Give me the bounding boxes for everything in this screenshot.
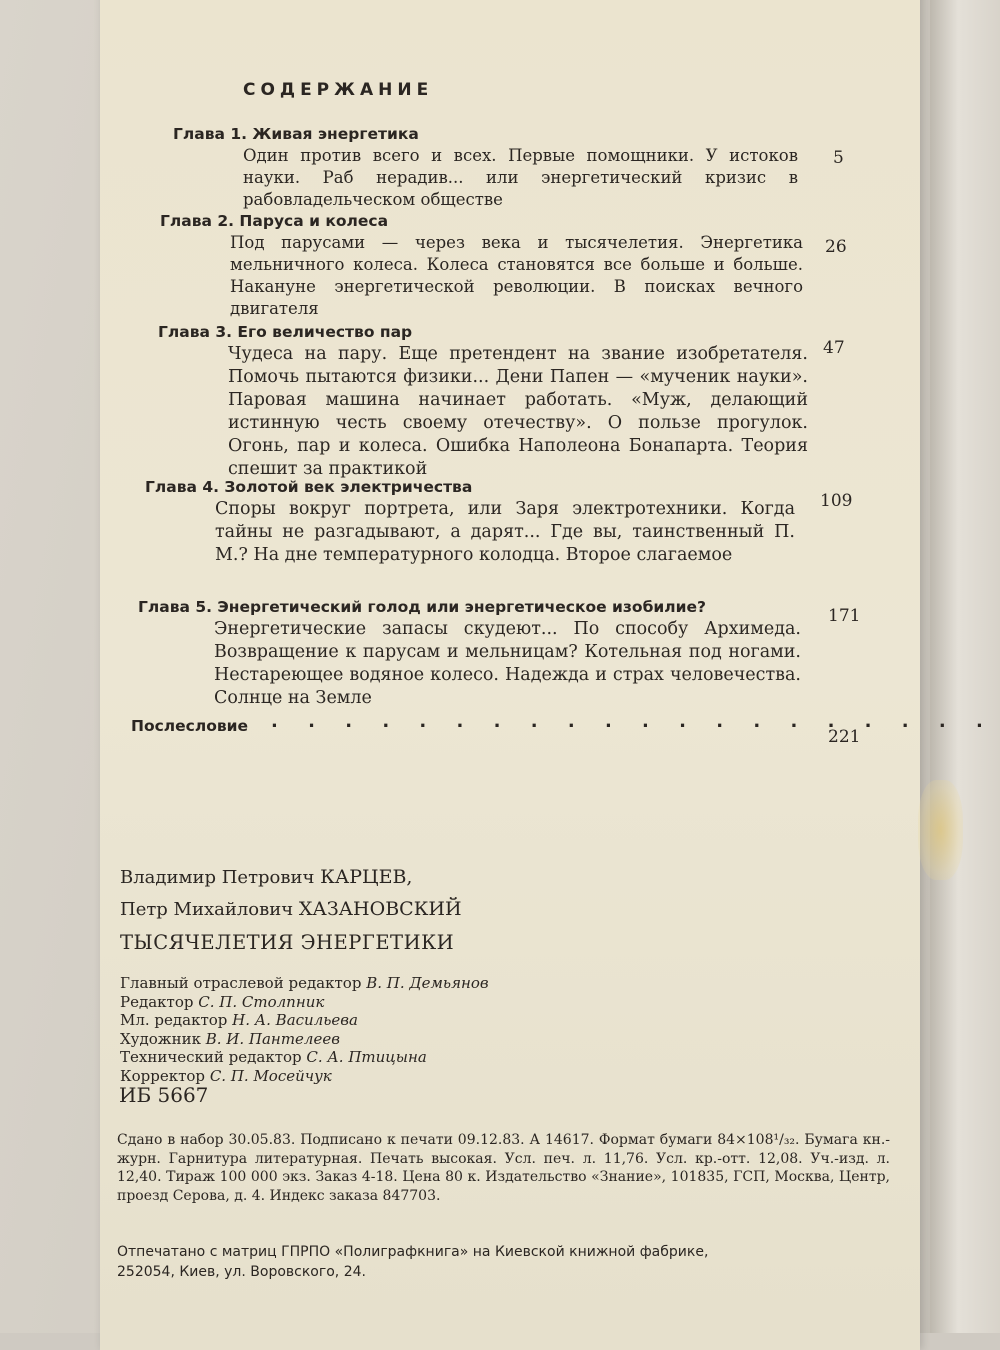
chapter-heading: Глава 1. Живая энергетика [173,125,419,143]
credit-name: С. А. Птицына [306,1048,427,1066]
book-title: ТЫСЯЧЕЛЕТИЯ ЭНЕРГЕТИКИ [120,931,455,954]
credit-role: Технический редактор [120,1048,302,1066]
toc-afterword [131,711,995,735]
chapter-page-number: 26 [825,237,847,257]
credit-line [120,974,489,993]
credit-line [120,1048,489,1067]
afterword-dot-leader: . . . . . . . . . . . . . . . . . . . . [271,711,995,732]
credit-name: С. П. Мосейчук [209,1066,332,1085]
chapter-summary: Энергетические запасы скудеют... По способу Архимеда. Возвращение к парусам и мельницам? Котельная под ногами. Нестареющее водяное колесо. Надежда и страх человечества. Солнце на Земле [214,619,801,708]
author-2-first-name: Петр Михайлович [120,899,294,920]
chapter-summary: Чудеса на пару. Еще претендент на звание изобретателя. Помочь пытаются физики... Дени Папен — «мученик науки». Паровая машина начинает работать. «Муж, делающий истинную честь своему отечеству». О пользе прогулок. Огонь, пар и колеса. Ошибка Наполеона Бонапарта. Теория спешит за практикой [228,344,808,479]
toc-chapter-4 [145,478,795,567]
credit-role: Мл. редактор [120,1011,228,1029]
chapter-page-number: 5 [833,148,844,168]
toc-chapter-3 [158,323,808,481]
chapter-summary: Под парусами — через века и тысячелетия. Энергетика мельничного колеса. Колеса становятся все больше и больше. Накануне энергетической революции. В поисках вечного двигателя [230,233,803,318]
chapter-page-number: 109 [820,491,853,511]
toc-chapter-5 [138,598,801,710]
author-2 [120,898,462,920]
toc-chapter-1 [173,125,798,211]
author-1-first-name: Владимир Петрович [120,867,315,888]
facing-page-edge [930,0,1000,1333]
ib-number: ИБ 5667 [119,1083,209,1107]
chapter-heading: Глава 4. Золотой век электричества [145,478,473,496]
afterword-page-number: 221 [828,727,861,747]
credit-name: В. П. Демьянов [366,974,489,992]
credit-name: Н. А. Васильева [232,1011,358,1029]
credit-line [120,1011,489,1030]
chapter-summary: Споры вокруг портрета, или Заря электротехники. Когда тайны не разгадывают, а дарят... Где вы, таинственный П. М.? На дне температурного колодца. Второе слагаемое [215,499,795,565]
toc-chapter-2 [160,212,803,320]
credit-line [120,993,489,1012]
credit-name: В. И. Пантелеев [205,1029,340,1048]
credit-role: Корректор [120,1066,206,1085]
printing-details: Отпечатано с матриц ГПРПО «Полиграфкнига» на Киевской книжной фабрике, 252054, Киев, ул. Воровского, 24. [117,1244,709,1280]
credit-role: Художник [120,1029,201,1048]
chapter-heading: Глава 3. Его величество пар [158,323,413,341]
credit-role: Главный отраслевой редактор [120,974,362,992]
credit-role: Редактор [120,992,194,1011]
toc-title: СОДЕРЖАНИЕ [243,80,434,100]
credits-list [120,974,489,1085]
chapter-page-number: 47 [823,338,845,358]
credit-line [120,1030,489,1049]
publication-details: Сдано в набор 30.05.83. Подписано к печати 09.12.83. А 14617. Формат бумаги 84×108¹/₃₂. Бумага кн.-журн. Гарнитура литературная. Печать высокая. Усл. печ. л. 11,76. Усл. кр.-отт. 12,08. Уч.-изд. л. 12,40. Тираж 100 000 экз. Заказ 4-18. Цена 80 к. Издательство «Знание», 101835, ГСП, Москва, Центр, проезд Серова, д. 4. Индекс заказа 847703. [117,1132,890,1204]
chapter-summary: Один против всего и всех. Первые помощники. У истоков науки. Раб нерадив... или энергетический кризис в рабовладельческом обществе [243,146,798,209]
chapter-heading: Глава 5. Энергетический голод или энергетическое изобилие? [138,598,706,616]
chapter-page-number: 171 [828,606,861,626]
chapter-heading: Глава 2. Паруса и колеса [160,212,389,230]
credit-name: С. П. Столпник [198,992,325,1011]
author-1-last-name: КАРЦЕВ, [320,866,413,888]
afterword-label: Послесловие [131,717,249,735]
page-stain [918,780,963,880]
author-1 [120,866,412,888]
author-2-last-name: ХАЗАНОВСКИЙ [298,898,462,920]
